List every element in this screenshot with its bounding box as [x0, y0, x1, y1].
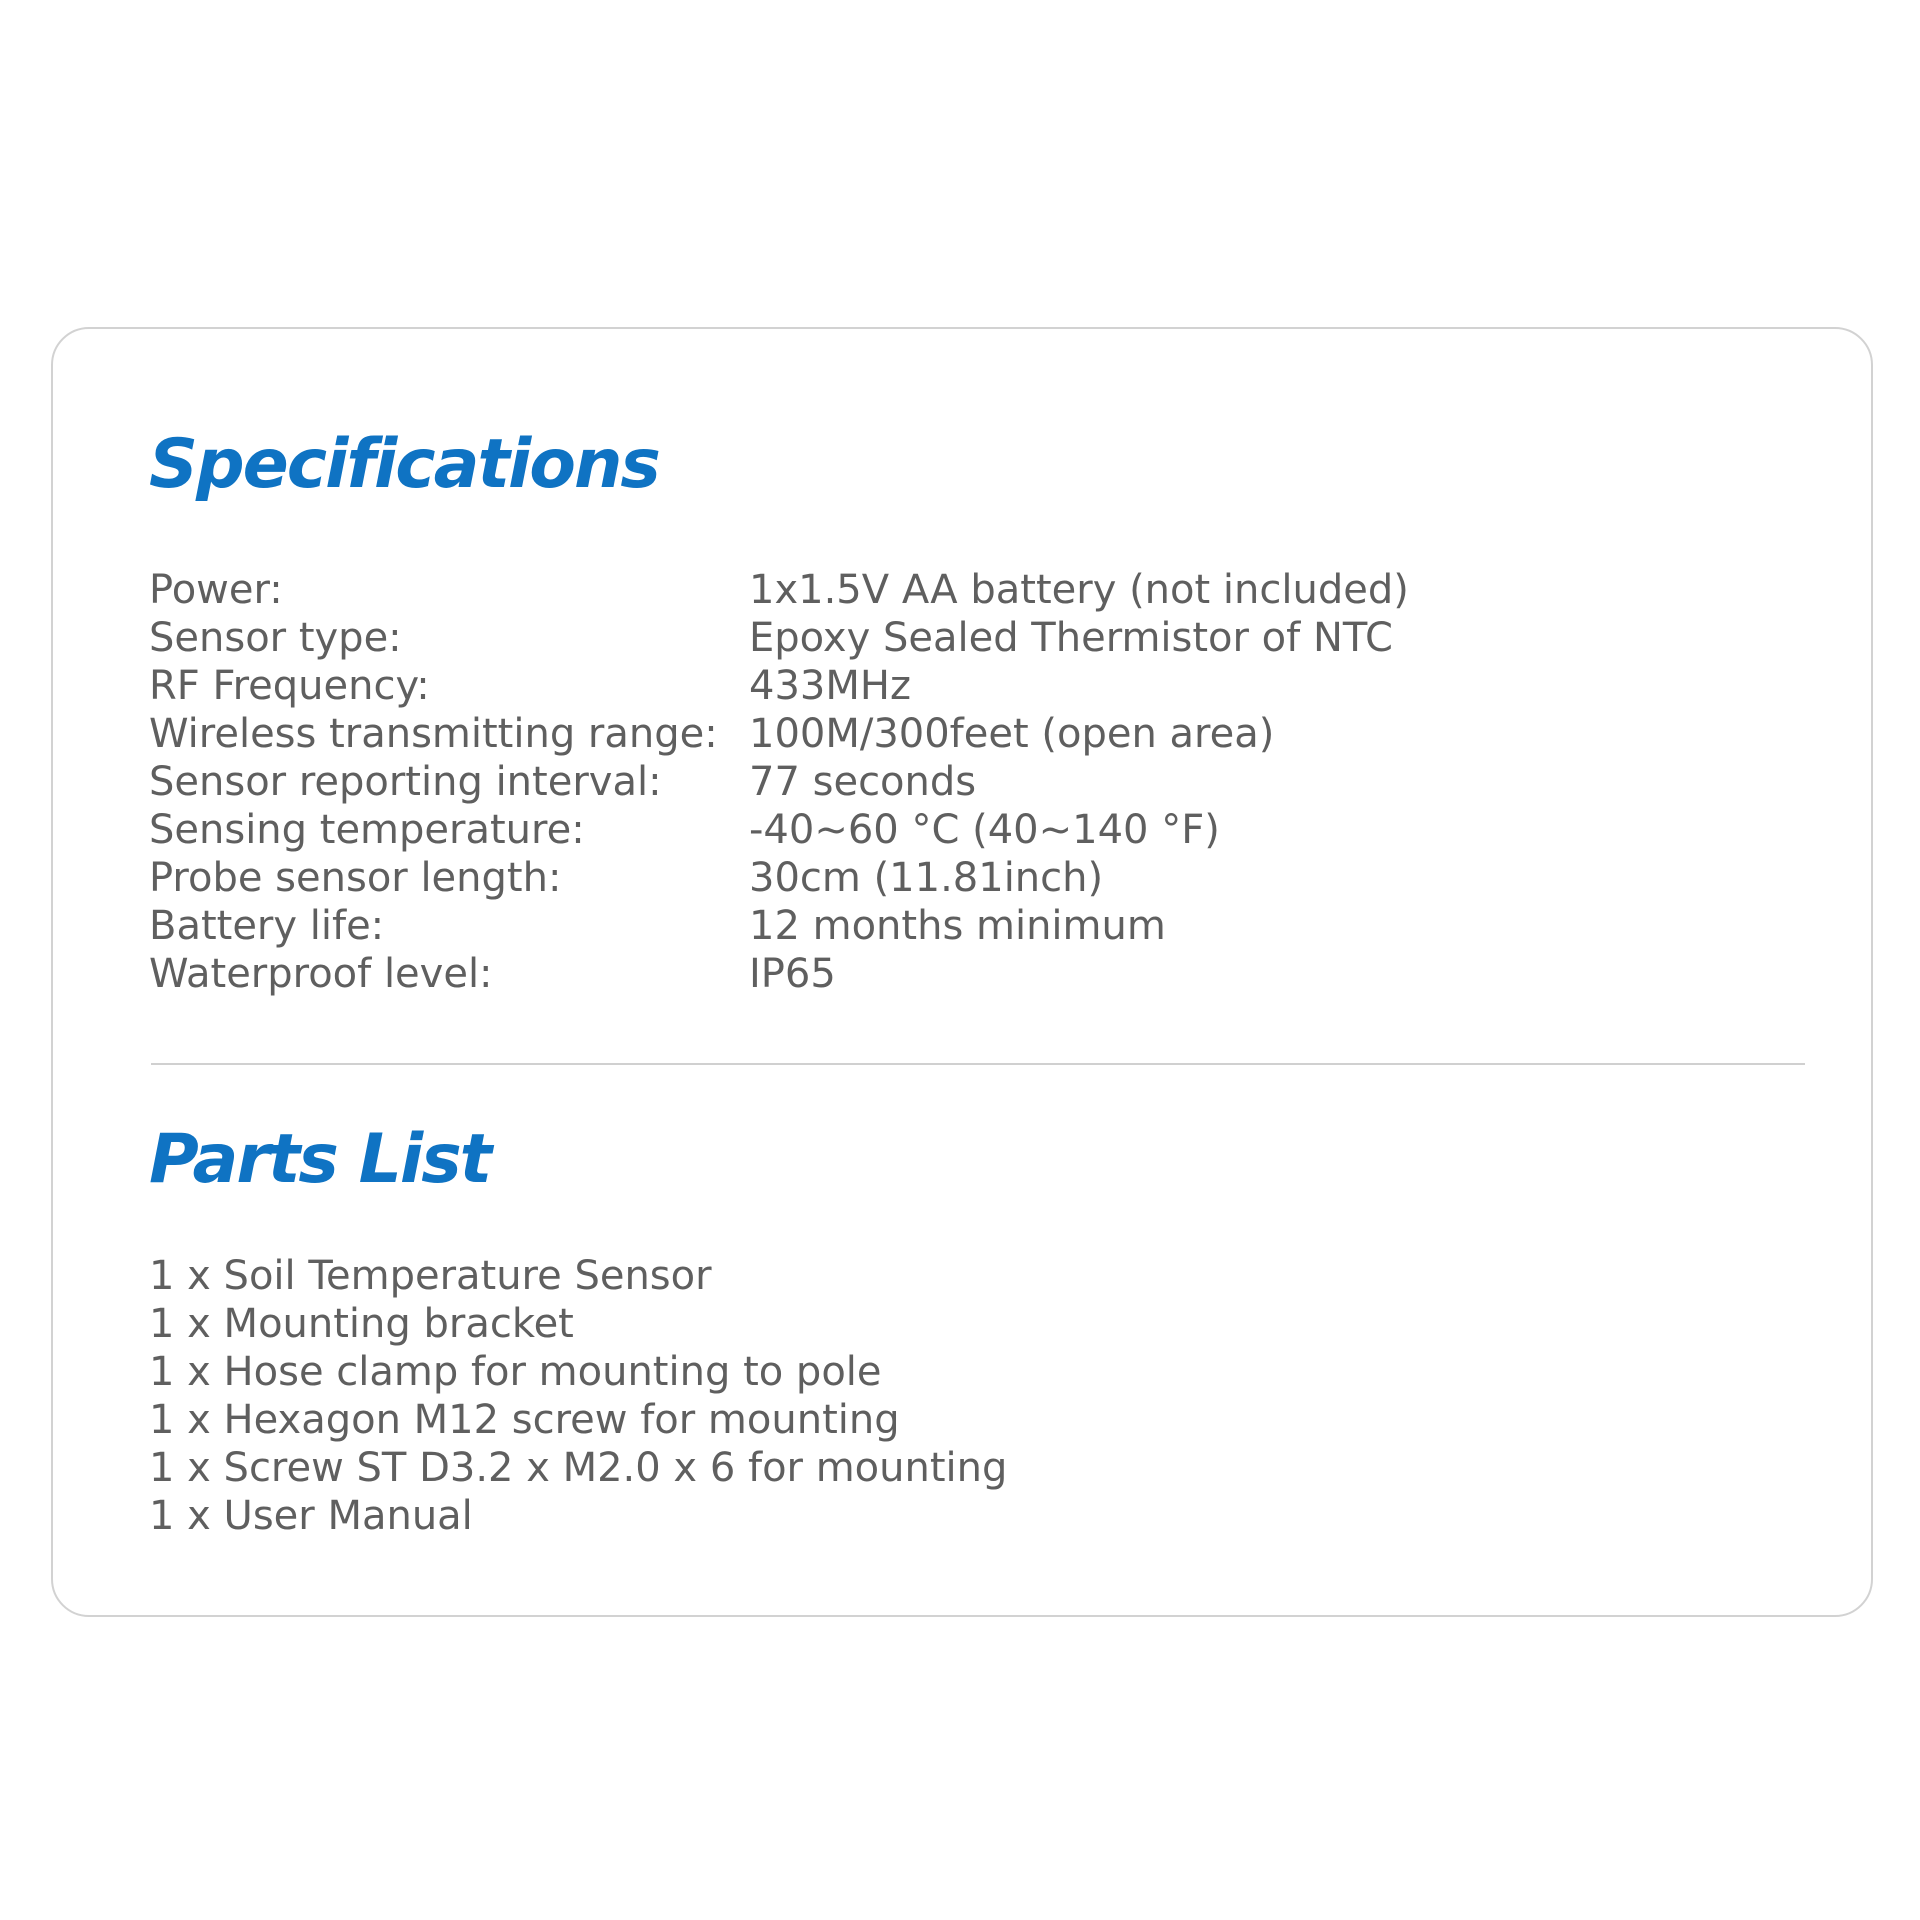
spec-label: Sensing temperature: [149, 807, 585, 853]
spec-row-waterproof-level [149, 950, 1749, 998]
list-item: 1 x Hexagon M12 screw for mounting [149, 1397, 900, 1443]
list-item: 1 x Mounting bracket [149, 1301, 574, 1347]
spec-row-reporting-interval [149, 758, 1749, 806]
spec-value: Epoxy Sealed Thermistor of NTC [749, 615, 1393, 661]
spec-value: -40~60 °C (40~140 °F) [749, 807, 1220, 853]
spec-label: Waterproof level: [149, 951, 493, 997]
spec-label: Power: [149, 567, 283, 613]
spec-row-probe-length [149, 854, 1749, 902]
spec-row-sensing-temperature [149, 806, 1749, 854]
spec-label: RF Frequency: [149, 663, 430, 709]
spec-label: Probe sensor length: [149, 855, 562, 901]
spec-label: Wireless transmitting range: [149, 711, 718, 757]
spec-label: Battery life: [149, 903, 385, 949]
spec-value: 433MHz [749, 663, 911, 709]
spec-value: 77 seconds [749, 759, 977, 805]
specifications-heading: Specifications [149, 425, 659, 504]
spec-value: IP65 [749, 951, 836, 997]
spec-row-sensor-type [149, 614, 1749, 662]
list-item: 1 x Screw ST D3.2 x M2.0 x 6 for mounting [149, 1445, 1008, 1491]
list-item: 1 x Soil Temperature Sensor [149, 1253, 712, 1299]
parts-list [149, 1252, 1007, 1540]
spec-label: Sensor reporting interval: [149, 759, 662, 805]
specifications-table [149, 566, 1749, 998]
parts-list-heading: Parts List [149, 1120, 491, 1199]
spec-value: 12 months minimum [749, 903, 1166, 949]
spec-value: 100M/300feet (open area) [749, 711, 1275, 757]
spec-row-power [149, 566, 1749, 614]
spec-label: Sensor type: [149, 615, 402, 661]
section-divider [151, 1063, 1805, 1065]
list-item: 1 x Hose clamp for mounting to pole [149, 1349, 882, 1395]
list-item: 1 x User Manual [149, 1493, 473, 1539]
spec-card [51, 327, 1873, 1617]
spec-value: 30cm (11.81inch) [749, 855, 1104, 901]
spec-row-rf-frequency [149, 662, 1749, 710]
spec-row-battery-life [149, 902, 1749, 950]
spec-row-wireless-range [149, 710, 1749, 758]
spec-value: 1x1.5V AA battery (not included) [749, 567, 1409, 613]
